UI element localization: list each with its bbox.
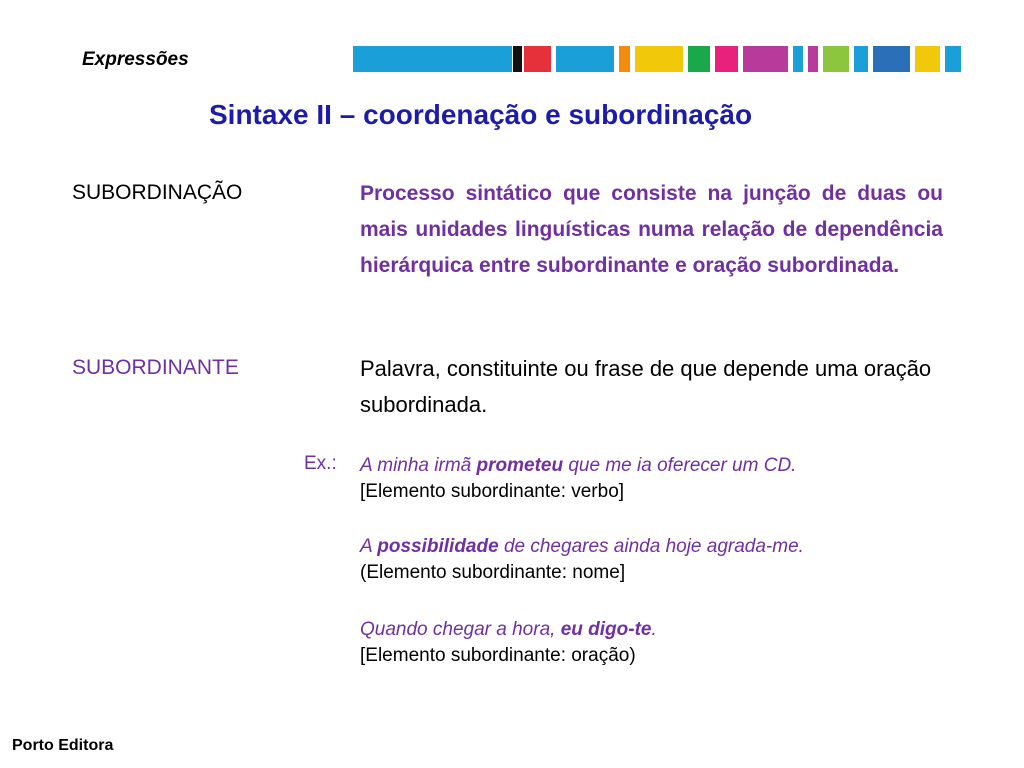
example-sentence (360, 617, 657, 643)
sentence-text: que me ia oferecer um CD. (563, 455, 797, 476)
definition-subordinante: Palavra, constituinte ou frase de que depende uma oração subordinada. (360, 356, 932, 417)
stripe-segment (635, 46, 683, 72)
sentence-text: de chegares ainda hoje agrada-me. (498, 536, 804, 557)
stripe-segment (513, 46, 522, 72)
term-subordinacao: SUBORDINAÇÃO (72, 181, 243, 204)
slide-title: Sintaxe II – coordenação e subordinação (209, 99, 753, 130)
sentence-text: A minha irmã (360, 455, 477, 476)
stripe-segment (353, 46, 512, 72)
stripe-segment (524, 46, 551, 72)
example-sentence (360, 534, 804, 560)
stripe-segment (945, 46, 961, 72)
example-note: (Elemento subordinante: nome] (360, 562, 626, 583)
sentence-text: Quando chegar a hora, (360, 619, 561, 640)
example-1 (360, 453, 796, 505)
term-subordinante: SUBORDINANTE (72, 356, 239, 379)
stripe-segment (556, 46, 614, 72)
stripe-segment (793, 46, 803, 72)
example-2 (360, 534, 804, 586)
subordinating-element: eu digo-te (560, 619, 652, 640)
stripe-segment (619, 46, 630, 72)
stripe-segment (743, 46, 788, 72)
sentence-text: A (360, 536, 378, 557)
stripe-segment (808, 46, 818, 72)
stripe-segment (873, 46, 910, 72)
sentence-text: . (651, 619, 657, 640)
examples-label: Ex.: (304, 453, 337, 474)
stripe-segment (854, 46, 868, 72)
publisher-logo: Porto Editora (12, 737, 114, 754)
stripe-segment (688, 46, 710, 72)
stripe-segment (823, 46, 849, 72)
definition-subordinacao: Processo sintático que consiste na junção de duas ou mais unidades linguísticas numa relação de dependência hierárquica entre subordinante e oração subordinada. (360, 182, 943, 277)
example-3 (360, 617, 657, 669)
example-note: [Elemento subordinante: oração) (360, 645, 636, 666)
subordinating-element: possibilidade (377, 536, 499, 557)
brand-title: Expressões (82, 49, 189, 70)
example-sentence (360, 453, 796, 479)
stripe-segment (715, 46, 738, 72)
example-note: [Elemento subordinante: verbo] (360, 481, 625, 502)
subordinating-element: prometeu (476, 455, 564, 476)
stripe-segment (915, 46, 940, 72)
